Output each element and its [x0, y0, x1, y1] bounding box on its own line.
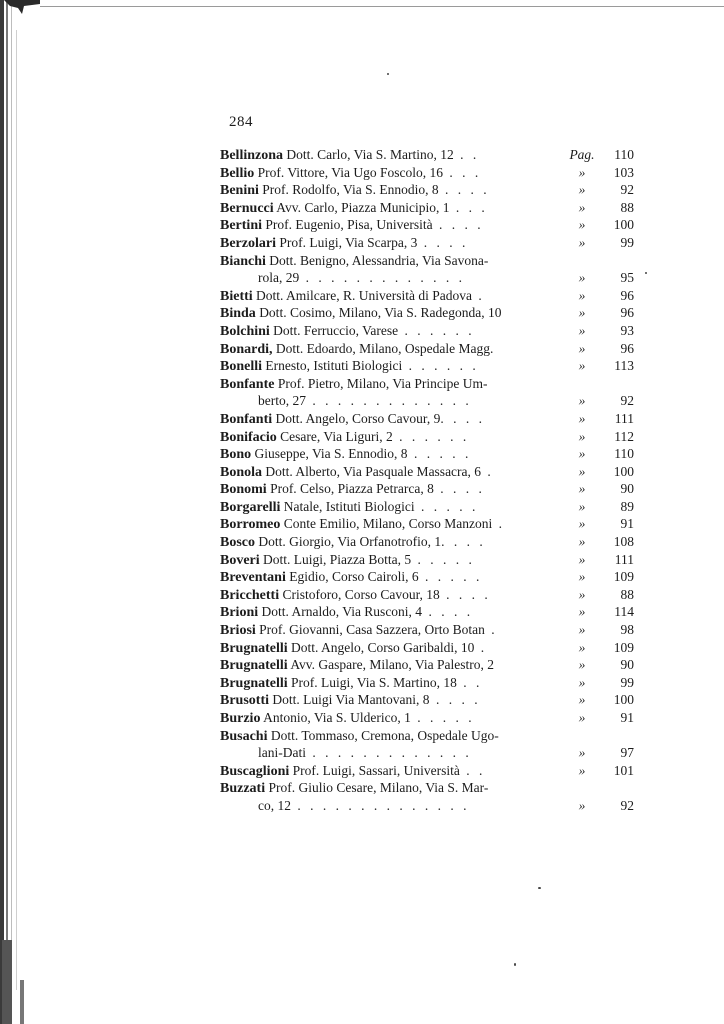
- index-entry: [220, 181, 640, 199]
- index-entry: [220, 375, 640, 393]
- page-edge-shadow: [0, 0, 50, 1024]
- page-number-ref: 100: [613, 692, 634, 708]
- index-entry: [220, 216, 640, 234]
- page-reference-mark: »: [578, 604, 586, 620]
- page-number-ref: 90: [620, 481, 634, 497]
- entry-surname: Buscaglioni: [220, 763, 290, 779]
- leader-dots: . .: [459, 762, 486, 778]
- entry-details: Prof. Giulio Cesare, Milano, Via S. Mar-: [268, 780, 489, 796]
- leader-dots: . . . .: [432, 217, 484, 233]
- leader-dots: . . . . .: [414, 498, 479, 514]
- page-reference-mark: »: [578, 199, 586, 215]
- index-entry: [220, 357, 640, 375]
- entry-text: [220, 762, 566, 781]
- index-entry-continuation: [220, 797, 640, 815]
- entry-text: [220, 674, 566, 693]
- page-number-ref: 114: [614, 604, 634, 620]
- leader-dots: . . . .: [433, 481, 485, 497]
- entry-details: Cristoforo, Corso Cavour, 18: [282, 586, 440, 602]
- entry-details: Dott. Amilcare, R. Università di Padova: [256, 287, 472, 303]
- entry-surname: Binda: [220, 306, 256, 322]
- page-reference-mark: »: [578, 164, 586, 180]
- entry-surname: Bernucci: [220, 200, 274, 216]
- entry-details: Egidio, Corso Cairoli, 6: [289, 569, 419, 585]
- page-number-ref: 110: [614, 147, 634, 162]
- entry-text: [258, 392, 566, 410]
- entry-text: [220, 146, 566, 165]
- leader-dots: . . . . .: [407, 446, 472, 462]
- page-number-ref: 88: [620, 199, 634, 215]
- ink-speck: [514, 963, 516, 966]
- page-reference-mark: »: [578, 551, 586, 567]
- entry-text: [220, 656, 566, 675]
- entry-text: [220, 216, 566, 235]
- entry-details: Conte Emilio, Milano, Corso Manzoni: [283, 516, 493, 532]
- page-number-ref: 109: [613, 569, 634, 585]
- index-entry-continuation: [220, 392, 640, 410]
- entry-surname: Bonfante: [220, 376, 275, 392]
- page-reference-mark: »: [578, 534, 586, 550]
- page-reference-mark: »: [578, 217, 586, 233]
- entry-surname: Berzolari: [220, 235, 276, 251]
- page-reference-mark: »: [578, 234, 586, 250]
- leader-dots: . . . . . .: [398, 322, 475, 338]
- page-reference-mark: »: [578, 182, 586, 198]
- page-reference-mark: »: [578, 745, 586, 761]
- index-entry: [220, 639, 640, 657]
- leader-dots: . . . . .: [418, 569, 483, 585]
- entry-surname: Borromeo: [220, 517, 281, 533]
- index-entry: [220, 515, 640, 533]
- entry-details: Prof. Pietro, Milano, Via Principe Um-: [277, 375, 488, 391]
- page-number-ref: 91: [620, 516, 634, 532]
- entry-details: Prof. Giovanni, Casa Sazzera, Orto Botan: [259, 622, 485, 638]
- page-number-ref: 98: [620, 622, 634, 638]
- entry-details: Dott. Carlo, Via S. Martino, 12: [286, 147, 454, 162]
- entry-details: Avv. Carlo, Piazza Municipio, 1: [276, 199, 450, 215]
- entry-surname: Bosco: [220, 535, 255, 551]
- entry-surname: Bonomi: [220, 482, 267, 498]
- entry-text: [220, 551, 566, 570]
- page-number-ref: 111: [614, 410, 634, 426]
- leader-dots: . . . .: [417, 234, 469, 250]
- leader-dots: . . . . .: [410, 710, 475, 725]
- entry-surname: Bellio: [220, 165, 255, 181]
- entry-surname: Bonfanti: [220, 411, 273, 427]
- index-entry: [220, 463, 640, 481]
- index-entry: [220, 480, 640, 498]
- entry-surname: Bertini: [220, 218, 262, 234]
- page-reference-mark: »: [578, 287, 586, 303]
- index-entry: [220, 603, 640, 621]
- page-number-ref: 96: [620, 340, 634, 356]
- entry-details: Prof. Luigi, Sassari, Università: [292, 762, 460, 778]
- index-entry: [220, 146, 640, 164]
- leader-dots: . . . . .: [411, 551, 475, 567]
- page-reference-mark: »: [578, 586, 586, 602]
- top-rule: [40, 6, 724, 7]
- entry-details: Dott. Tommaso, Cremona, Ospedale Ugo-: [270, 727, 499, 743]
- leader-dots: . . . .: [441, 534, 486, 550]
- entry-surname: Bonelli: [220, 359, 263, 375]
- leader-dots: . . . .: [440, 410, 485, 426]
- entry-surname: Bianchi: [220, 253, 266, 269]
- leader-dots: .: [474, 639, 488, 655]
- entry-surname: Bietti: [220, 288, 253, 304]
- entry-text: [220, 199, 566, 218]
- page-number-ref: 110: [614, 446, 634, 462]
- entry-details: co, 12: [258, 797, 291, 813]
- leader-dots: .: [492, 516, 506, 532]
- entry-details: Dott. Angelo, Corso Garibaldi, 10: [291, 639, 475, 655]
- entry-text: [220, 709, 566, 728]
- leader-dots: . . . . . .: [402, 358, 479, 374]
- page-reference-mark: »: [578, 762, 586, 778]
- entry-details: Prof. Luigi, Via S. Martino, 18: [291, 674, 457, 690]
- entry-details: Dott. Benigno, Alessandria, Via Savona-: [269, 252, 489, 268]
- entry-details: Prof. Eugenio, Pisa, Università: [265, 217, 433, 233]
- page-reference-mark: »: [578, 692, 586, 708]
- entry-text: [258, 797, 566, 815]
- entry-surname: Bricchetti: [220, 587, 280, 603]
- leader-dots: . . . .: [438, 182, 490, 198]
- entry-surname: Buzzati: [220, 781, 266, 797]
- leader-dots: . . . .: [439, 586, 491, 602]
- index-entry: [220, 621, 640, 639]
- page-number-ref: 99: [620, 674, 634, 690]
- entry-text: [220, 727, 566, 746]
- entry-surname: Brugnatelli: [220, 640, 288, 656]
- page-reference-mark: »: [578, 340, 586, 356]
- index-entry: [220, 709, 640, 727]
- index-entry: [220, 551, 640, 569]
- page-number-ref: 109: [613, 639, 634, 655]
- entry-text: [220, 498, 566, 517]
- page-reference-mark: »: [578, 463, 586, 479]
- page-number-ref: 99: [620, 234, 634, 250]
- leader-dots: . . . . . . . . . . . . .: [305, 745, 472, 761]
- leader-dots: . . . . . . . . . . . . . .: [291, 797, 470, 813]
- leader-dots: . . . . . . . . . . . . .: [306, 393, 472, 409]
- entry-text: [220, 779, 566, 798]
- entry-details: Prof. Rodolfo, Via S. Ennodio, 8: [262, 182, 439, 198]
- index-entry: [220, 762, 640, 780]
- page-number-ref: 96: [620, 305, 634, 321]
- page-number-ref: 111: [614, 551, 634, 567]
- entry-text: [220, 603, 566, 622]
- page-reference-mark: »: [578, 358, 586, 374]
- page-reference-mark: »: [578, 322, 586, 338]
- entry-text: [220, 357, 566, 376]
- entry-text: [220, 533, 566, 552]
- entry-details: Dott. Edoardo, Milano, Ospedale Magg.: [275, 340, 494, 356]
- index-entry: [220, 779, 640, 797]
- entry-details: Giuseppe, Via S. Ennodio, 8: [254, 446, 408, 462]
- entry-text: [220, 234, 566, 253]
- entry-text: [220, 410, 566, 429]
- entry-text: [220, 428, 566, 447]
- entry-text: [220, 586, 566, 605]
- index-entry: [220, 727, 640, 745]
- entry-text: [220, 621, 566, 640]
- page-number-ref: 92: [620, 393, 634, 409]
- page-number-ref: 95: [620, 270, 634, 286]
- index-entry: [220, 199, 640, 217]
- page-reference-mark: »: [578, 639, 586, 655]
- entry-text: [220, 340, 566, 359]
- index-entry: [220, 568, 640, 586]
- page-reference-mark: »: [578, 270, 586, 286]
- page-number-ref: 97: [620, 745, 634, 761]
- page-number-ref: 91: [620, 710, 634, 725]
- page-number-ref: 108: [613, 534, 634, 550]
- entry-details: Avv. Gaspare, Milano, Via Palestro, 2: [290, 657, 494, 673]
- page-number-ref: 89: [620, 498, 634, 514]
- entry-details: Dott. Luigi Via Mantovani, 8: [272, 692, 430, 708]
- page-number-ref: 100: [613, 463, 634, 479]
- leader-dots: . . . . . . . . . . . . .: [299, 270, 465, 286]
- entry-text: [220, 252, 566, 271]
- entry-text: [220, 375, 566, 394]
- index-entry: [220, 656, 640, 674]
- entry-surname: Brugnatelli: [220, 658, 288, 674]
- leader-dots: . . . .: [422, 604, 474, 620]
- entry-text: [258, 744, 566, 762]
- entry-text: [258, 269, 566, 287]
- index-entry: [220, 164, 640, 182]
- page-reference-mark: »: [578, 569, 586, 585]
- entry-details: rola, 29: [258, 270, 300, 286]
- page-reference-mark: »: [578, 481, 586, 497]
- entry-surname: Briosi: [220, 623, 256, 639]
- entry-surname: Brioni: [220, 605, 259, 621]
- page-reference-mark: Pag.: [569, 147, 595, 162]
- index-entry: [220, 252, 640, 270]
- entry-details: Dott. Alberto, Via Pasquale Massacra, 6: [265, 463, 482, 479]
- entry-surname: Benini: [220, 183, 259, 199]
- entry-details: Prof. Vittore, Via Ugo Foscolo, 16: [257, 164, 443, 180]
- page-reference-mark: »: [578, 710, 586, 725]
- name-index: [220, 146, 640, 815]
- page-number-ref: 101: [613, 762, 634, 778]
- entry-details: Prof. Luigi, Via Scarpa, 3: [279, 234, 418, 250]
- entry-details: Prof. Celso, Piazza Petrarca, 8: [270, 481, 434, 497]
- index-entry: [220, 304, 640, 322]
- entry-surname: Boveri: [220, 552, 260, 568]
- entry-surname: Bellinzona: [220, 148, 284, 163]
- page-reference-mark: »: [578, 393, 586, 409]
- index-entry: [220, 445, 640, 463]
- entry-text: [220, 287, 566, 306]
- entry-details: Dott. Arnaldo, Via Rusconi, 4: [261, 604, 423, 620]
- entry-text: [220, 322, 566, 341]
- page-reference-mark: »: [578, 516, 586, 532]
- entry-surname: Breventani: [220, 570, 286, 586]
- entry-details: Dott. Giorgio, Via Orfanotrofio, 1: [258, 534, 442, 550]
- page-number-ref: 112: [614, 428, 634, 444]
- index-entry: [220, 586, 640, 604]
- page-number-ref: 113: [614, 358, 634, 374]
- index-entry: [220, 410, 640, 428]
- page-number-ref: 100: [613, 217, 634, 233]
- index-entry: [220, 234, 640, 252]
- page-number: 284: [229, 114, 253, 130]
- entry-text: [220, 480, 566, 499]
- page-number-ref: 103: [613, 164, 634, 180]
- page-reference-mark: »: [578, 410, 586, 426]
- leader-dots: . .: [453, 147, 480, 162]
- entry-details: berto, 27: [258, 393, 306, 409]
- leader-dots: . . . .: [429, 692, 481, 708]
- page-number-ref: 93: [620, 322, 634, 338]
- page-reference-mark: »: [578, 305, 586, 321]
- entry-details: Antonio, Via S. Ulderico, 1: [263, 710, 411, 725]
- ink-speck: [538, 887, 541, 889]
- page-number-ref: 92: [620, 182, 634, 198]
- index-entry: [220, 533, 640, 551]
- entry-surname: Bolchini: [220, 323, 270, 339]
- entry-details: Natale, Istituti Biologici: [283, 498, 415, 514]
- leader-dots: . .: [456, 674, 483, 690]
- index-entry: [220, 340, 640, 358]
- entry-surname: Bonola: [220, 464, 263, 480]
- index-entry: [220, 674, 640, 692]
- entry-surname: Brusotti: [220, 693, 269, 709]
- entry-text: [220, 164, 566, 183]
- entry-text: [220, 691, 566, 710]
- entry-text: [220, 515, 566, 534]
- index-entry: [220, 287, 640, 305]
- entry-details: Ernesto, Istituti Biologici: [265, 358, 403, 374]
- ink-speck: [387, 73, 389, 75]
- page-number-ref: 88: [620, 586, 634, 602]
- entry-surname: Brugnatelli: [220, 675, 288, 691]
- entry-text: [220, 445, 566, 464]
- ink-speck: [645, 272, 647, 274]
- leader-dots: . . .: [449, 199, 488, 215]
- page-reference-mark: »: [578, 797, 586, 813]
- page-reference-mark: »: [578, 428, 586, 444]
- index-entry: [220, 428, 640, 446]
- leader-dots: .: [481, 463, 494, 479]
- entry-surname: Bonardi,: [220, 341, 273, 357]
- index-entry-continuation: [220, 269, 640, 287]
- index-entry: [220, 322, 640, 340]
- index-entry: [220, 691, 640, 709]
- leader-dots: . . . . . .: [392, 428, 470, 444]
- entry-details: Dott. Luigi, Piazza Botta, 5: [263, 551, 412, 567]
- entry-details: Cesare, Via Liguri, 2: [280, 428, 393, 444]
- page-reference-mark: »: [578, 498, 586, 514]
- entry-details: Dott. Angelo, Corso Cavour, 9: [275, 410, 441, 426]
- entry-surname: Busachi: [220, 728, 268, 744]
- leader-dots: .: [484, 622, 498, 638]
- entry-text: [220, 463, 566, 482]
- entry-text: [220, 639, 566, 658]
- index-entry-continuation: [220, 744, 640, 762]
- entry-text: [220, 304, 566, 323]
- entry-surname: Burzio: [220, 711, 261, 726]
- page-reference-mark: »: [578, 674, 586, 690]
- entry-details: Dott. Ferruccio, Varese: [273, 322, 399, 338]
- index-entry: [220, 498, 640, 516]
- page-reference-mark: »: [578, 446, 586, 462]
- entry-surname: Borgarelli: [220, 499, 281, 515]
- page-number-ref: 90: [620, 657, 634, 673]
- leader-dots: .: [472, 287, 485, 303]
- entry-surname: Bonifacio: [220, 429, 277, 445]
- entry-details: lani-Dati: [258, 745, 306, 761]
- entry-surname: Bono: [220, 447, 252, 463]
- page-number-ref: 96: [620, 287, 634, 303]
- entry-text: [220, 181, 566, 200]
- entry-details: Dott. Cosimo, Milano, Via S. Radegonda, 10: [259, 305, 502, 321]
- page-number-ref: 92: [620, 797, 634, 813]
- leader-dots: . . .: [442, 164, 482, 180]
- page-reference-mark: »: [578, 622, 586, 638]
- entry-text: [220, 568, 566, 587]
- page-reference-mark: »: [578, 657, 586, 673]
